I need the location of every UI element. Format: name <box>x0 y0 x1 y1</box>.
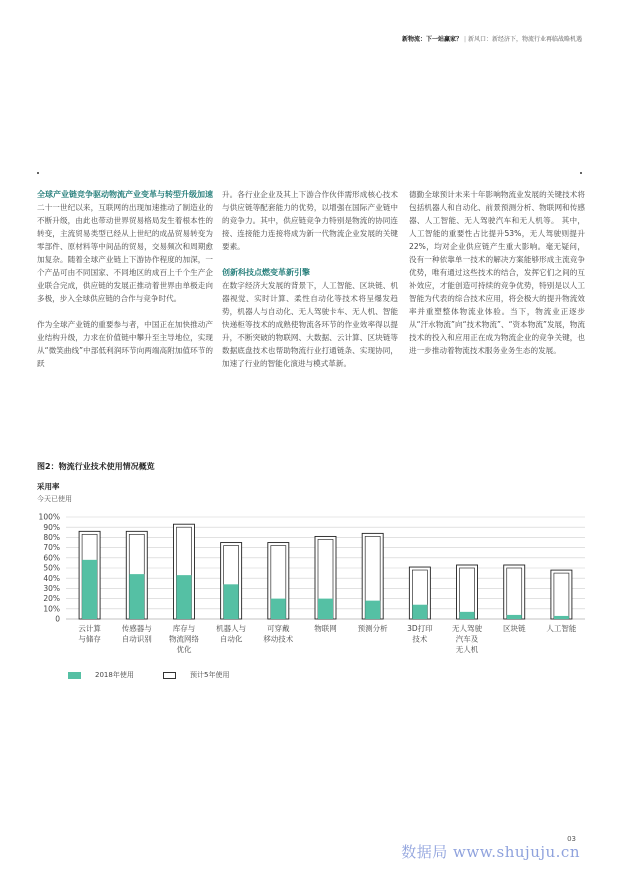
x-category-label: 人工智能 <box>546 624 577 633</box>
section-heading-supply-chain: 全球产业链竞争驱动物流产业变革与转型升级加速 <box>37 190 213 199</box>
paragraph: 作为全球产业链的重要参与者，中国正在加快推动产业结构升级，力求在价值链中攀升至主导地位，实现从“微笑曲线”中部低利润环节向两端高附加值环节的跃 <box>37 320 213 368</box>
figure-subtitle: 采用率 <box>37 482 60 491</box>
y-tick-label: 50% <box>43 563 60 573</box>
bar-2018 <box>82 560 97 619</box>
x-category-label: 传感器与 <box>121 624 152 633</box>
x-category-label: 物流网络 <box>168 634 199 644</box>
running-header <box>402 34 582 43</box>
y-tick-label: 60% <box>43 553 60 563</box>
paragraph: 德勤全球预计未来十年影响物流业发展的关键技术将包括机器人和自动化、前景预测分析、物联网和传感器、人工智能、无人驾驶汽车和无人机等。 其中，人工智能的重要性占比提升53%，无人驾驶则提升22%，均对企业供应链产生重大影响。毫无疑问，没有一种依靠单一技术的解决方案能够形成主流竞争优势，唯有通过这些技术的结合，发挥它们之间的互补效应，才能创造可持续的竞争优势，特别是以人工智能为代表的综合技术应用，将会极大的提升物流效率并重塑整体物流业体验。当下，物流业正逐步从“汗水物流”向“技术物流”、“资本物流”发展，物流技术的投入和应用正在成为物流企业的竞争关键，也进一步推动着物流技术服务业务生态的发展。 <box>409 190 585 355</box>
bar-2018 <box>224 584 239 619</box>
page-number: 03 <box>567 835 576 843</box>
x-category-label: 机器人与 <box>216 624 247 633</box>
legend-item-2018 <box>68 670 134 680</box>
text-column-2 <box>222 188 398 383</box>
figure-title: 图2：物流行业技术使用情况概览 <box>37 462 155 471</box>
paragraph: 升。各行业企业及其上下游合作伙伴需形成核心技术与供应链等配套能力的优势，以增强在国际产业链中的竞争力。其中，供应链竞争力特别是物流的协同连接、连接能力连接将成为新一代物流企业发展的关键要素。 <box>222 190 398 251</box>
legend-swatch-5yr <box>163 672 176 679</box>
header-separator: | <box>463 36 466 43</box>
bar-2018 <box>318 599 333 619</box>
header-report-title: 新物流：下一站赢家？ <box>401 36 462 43</box>
x-category-label: 库存与 <box>172 624 196 633</box>
x-category-label: 云计算 <box>78 624 101 633</box>
legend-label-5yr: 预计5年使用 <box>190 671 230 679</box>
x-category-label: 与储存 <box>78 634 101 644</box>
y-tick-label: 40% <box>43 573 60 583</box>
decorative-dot-right <box>580 172 582 174</box>
adoption-bar-chart <box>30 508 590 668</box>
text-column-1 <box>37 188 213 383</box>
y-tick-label: 80% <box>43 533 60 542</box>
bar-forecast-5yr <box>460 568 475 619</box>
header-section-title: 新风口：新经济下，物流行业再临战略机遇 <box>467 36 582 43</box>
legend-label-2018: 2018年使用 <box>95 671 134 679</box>
paragraph: 在数字经济大发展的背景下，人工智能、区块链、机器视觉、实时计算、柔性自动化等技术将呈爆发趋势，机器人与自动化、无人驾驶卡车、无人机、智能快递柜等技术的成熟使物流各环节的作业效率得以提升，不断突破的物联网、大数据、云计算、区块链等数据底盘技术也帮助物流行业打通链条、实现协同，加速了行业的智能化演进与模式革新。 <box>222 281 398 368</box>
bar-forecast-5yr <box>507 568 522 619</box>
bar-2018 <box>271 599 286 619</box>
x-category-label: 无人机 <box>455 645 479 654</box>
y-tick-label: 10% <box>43 604 60 614</box>
text-column-3 <box>409 188 585 370</box>
x-category-label: 技术 <box>412 634 428 644</box>
legend-swatch-2018 <box>68 672 81 679</box>
y-tick-label: 90% <box>43 522 60 532</box>
bar-2018 <box>507 615 522 619</box>
bar-2018 <box>460 612 475 619</box>
x-category-label: 预测分析 <box>357 624 388 633</box>
paragraph: 二十一世纪以来，互联网的出现加速推动了制造业的不断升级，由此也带动世界贸易格局发生着根本性的转变，主流贸易类型已经从上世纪的成品贸易转变为零部件、原材料等中间品的贸易，交易频次和周期愈加复杂。随着全球产业链上下游协作程度的加深，一个产品可由不同国家、不同地区的成百上千个生产企业联合完成，供应链的发展正推动着世界由单极走向多极，步入全球供应链的合作与竞争时代。 <box>37 203 213 303</box>
x-category-label: 3D打印 <box>407 624 433 633</box>
section-heading-innovation: 创新科技点燃变革新引擎 <box>222 268 310 277</box>
bar-2018 <box>554 616 569 619</box>
bar-2018 <box>129 574 144 619</box>
decorative-dot-left <box>37 172 39 174</box>
x-category-label: 汽车及 <box>455 634 479 644</box>
watermark: 数据局 www.shujuju.cn <box>401 843 580 861</box>
bar-2018 <box>412 605 427 619</box>
x-category-label: 物联网 <box>314 624 337 633</box>
x-category-label: 可穿戴 <box>267 624 290 633</box>
x-category-label: 区块链 <box>502 624 526 633</box>
y-tick-label: 30% <box>43 584 60 593</box>
x-category-label: 移动技术 <box>263 634 294 644</box>
y-tick-label: 0 <box>55 614 60 624</box>
x-category-label: 自动化 <box>219 634 243 644</box>
y-tick-label: 70% <box>43 543 60 553</box>
figure-caption: 今天已使用 <box>37 495 72 503</box>
x-category-label: 优化 <box>176 645 192 654</box>
y-tick-label: 100% <box>38 512 60 522</box>
x-category-label: 无人驾驶 <box>452 624 483 633</box>
y-tick-label: 20% <box>43 594 60 604</box>
bar-forecast-5yr <box>554 573 569 619</box>
bar-2018 <box>365 601 380 619</box>
legend-item-5yr <box>163 670 229 680</box>
x-category-label: 自动识别 <box>121 634 152 644</box>
bar-2018 <box>176 575 191 619</box>
